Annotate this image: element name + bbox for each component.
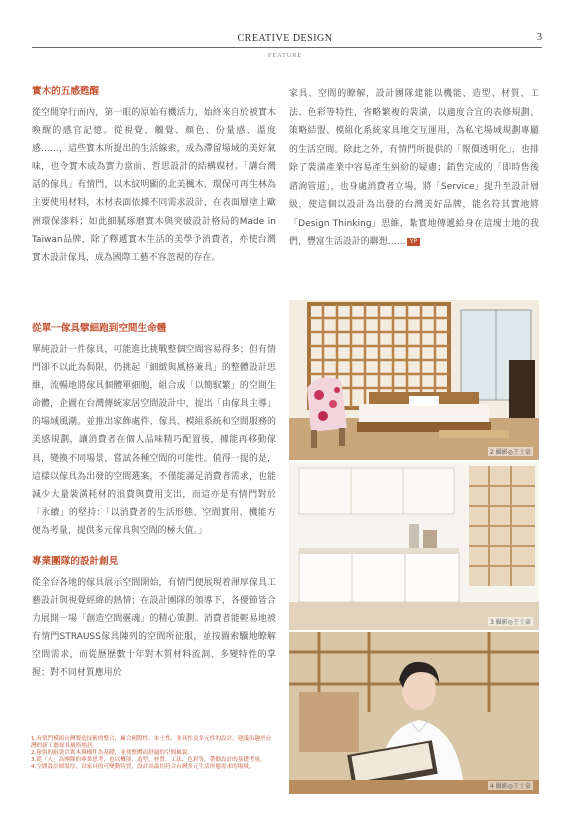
bedroom-illustration [289,300,539,460]
section-3-body: 從全台各地的傢具展示空間開始，有情門便展現着渾厚傢具工藝設計與視覺經緯的熱情；在設計團隊的領導下，各優節皆合力展開一場「創造空間靈魂」的精心策劃。消費者能輕易地被有情門STRAUSS傢具陳列的空間所征服，並按圖索驥地瞭解空間需求，而從歷歷數十年對木質材料流洞、多變特性的掌握；對不同材質應用於 [32,578,276,679]
page-number: 3 [537,32,542,43]
photo-caption: 2 攝影◎王士豪 [490,449,531,456]
section-1-body: 從空間穿行而內，第一眼的原始有機活力，始終來自於被實木喚醒的感官記憶。從視覺、觸覺、顏色、份量感、溫度感……，這些實木所提出的生活線索，成為滯留場域的美好氣味，也令實木成為實力當前、哲思設計的結構媒材。「講台灣話的傢具」有情門，以木紋明顯的北美楓木、環保可再生林為主要使用材料，木材表面依據不同需求設計，在表面層塗上歐洲環保漆料；如此細膩琢磨實木與突破設計格局的Made in Taiwan品牌，除了釋遞實木生活的美學予消費者，亦使台灣實木設計傢具，成為國際工藝不容忽視的存在。 [32,108,276,263]
section-2-body: 單純設計一件傢具，可能進比挑戰整個空間容易得多；但有情門卻不以此為侷限，仍挑起「細緻與風格兼具」的整體設計思維，流暢地將傢具個體單細胞，組合成「以簡馭繁」的空間生命體，企圖在台灣傳統家居空間設計中，提出「由傢具主導」的場域風潮。並推出家飾處件、傢具、模組系統和空間服務的美感規劃，讓消費者在個人品味精巧配置後，據能再移動傢具，變換不同場景，嘗試各種空間的可能性。值得一提的是，這樣以傢具為出發的空間選案，不僅能滿足消費者需求，也能減少大量裝潢耗材的浪費與費用支出，而這亦是有情門對於「永續」的堅持：「以消費者的生活形態、空間實用、機能方便為考量，提供多元傢具與空間的極大值。」 [32,345,276,536]
kitchen-illustration [289,462,539,630]
photo-caption: 4 攝影◎王士豪 [490,783,531,790]
header-rule [32,47,542,48]
footnote: 4.空間設計師溫厚，以家具的可變動特質，設計出最切符合台灣多元生活形態需求的場域。 [31,764,255,770]
right-top-text [289,85,539,252]
footnote: 1.有情門模組台灣製造技術的整合，廠合國際性、本土性，並具性及多元性的設計，建議出趣於台灣的新工藝傢具風格地居。 [31,736,272,749]
portrait-illustration [289,632,539,794]
footnote: 3.從「人」為團隊的專業思考，也以機能、造型、材質、工法、色彩等，帶動設計的基礎考量。 [31,757,266,763]
end-mark: YP [407,238,420,246]
footnote: 2.傢俱的組裝以實木與構件為基礎，並使整體而舒適的空間風貌。 [31,750,193,756]
photo-bedroom [289,300,539,460]
header-subtitle: FEATURE [267,52,303,59]
right-top-body [289,85,539,252]
photo-portrait [289,632,539,794]
photo-kitchen [289,462,539,630]
right-top-body-text: 家具、空間的瞭解，設計團隊建能以機能、造型、材質、工法、色彩等特性，省略繁複的裝潢，以適度合宜的表修規劃、策略結盟、模組化系統家具地交互運用，為私宅場域規劃專屬的生活空間。除此之外，有情門所提供的「報價透明化」，也排除了裝潢產業中容易產生糾紛的疑慮；銷售完成的「即時售後諮詢管道」，也身處消費者立場，將「Service」提升至設計層級，使這個以設計為出發的台灣美好品牌，能名符其實地將「Design Thinking」思維，紮實地傳遞給身在這塊土地的我們，豐富生活設計的聯想…… [289,89,539,247]
section-2-title: 從單一傢具擘細跑到空間生命體 [32,323,167,334]
section-3-title: 專業團隊的設計創見 [32,556,119,567]
footnotes [31,736,276,771]
section-1 [32,85,276,267]
section-1-title: 實木的五感甦醒 [32,86,100,97]
section-3 [32,555,276,683]
header-title: CREATIVE DESIGN [237,33,333,44]
section-2 [32,322,276,540]
photo-caption: 3 攝影◎王士豪 [490,619,531,626]
